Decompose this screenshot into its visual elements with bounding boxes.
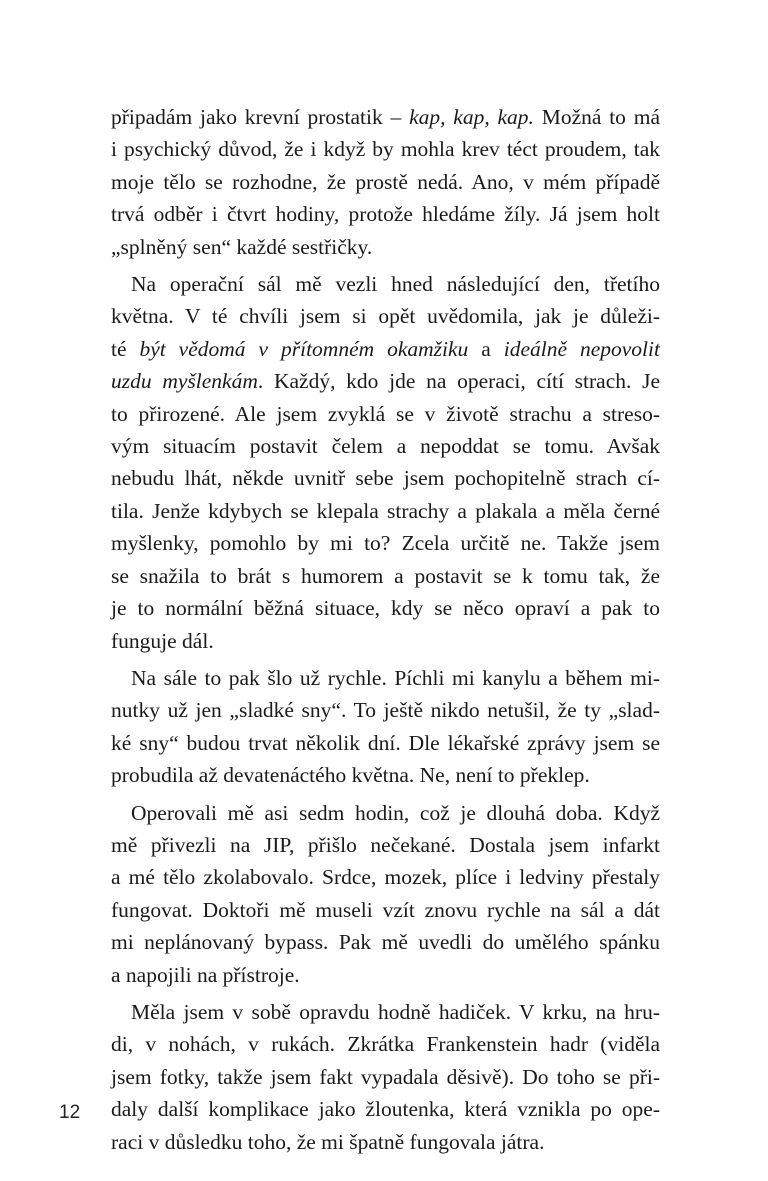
text-line bbox=[111, 1126, 660, 1158]
paragraph bbox=[111, 797, 660, 991]
text-run: probudila až devatenáctého května. Ne, není to překlep. bbox=[111, 763, 590, 788]
text-line bbox=[111, 133, 660, 165]
text-line bbox=[111, 1028, 660, 1060]
text-line bbox=[111, 759, 660, 791]
text-line bbox=[111, 829, 660, 861]
text-run: se snažila to brát s humorem a postavit se k tomu tak, že bbox=[111, 563, 660, 588]
text-line bbox=[111, 926, 660, 958]
text-run: mě přivezli na JIP, přišlo nečekané. Dostala jsem infarkt bbox=[111, 832, 660, 857]
text-line bbox=[111, 495, 660, 527]
text-run: trvá odběr i čtvrt hodiny, protože hledáme žíly. Já jsem holt bbox=[111, 202, 660, 227]
text-line bbox=[111, 198, 660, 230]
text-line bbox=[111, 398, 660, 430]
text-run: ké sny“ budou trvat několik dní. Dle lékařské zprávy jsem se bbox=[111, 730, 660, 755]
text-run: Měla jsem v sobě opravdu hodně hadiček. V krku, na hru- bbox=[131, 999, 660, 1024]
text-run: Možná to má bbox=[533, 105, 660, 129]
text-line bbox=[111, 462, 660, 494]
text-run: Na sále to pak šlo už rychle. Píchli mi kanylu a během mi- bbox=[131, 665, 660, 690]
text-run: fungovat. Doktoři mě museli vzít znovu rychle na sál a dát bbox=[111, 897, 660, 922]
text-line bbox=[111, 625, 660, 657]
text-line bbox=[111, 996, 660, 1028]
text-run: to přirozené. Ale jsem zvyklá se v životě strachu a streso- bbox=[111, 401, 660, 426]
text-run: Operovali mě asi sedm hodin, což je dlouhá doba. Když bbox=[131, 800, 660, 825]
text-line bbox=[111, 430, 660, 462]
text-run: a mé tělo zkolabovalo. Srdce, mozek, plíce i ledviny přestaly bbox=[111, 865, 660, 890]
text-run: mi neplánovaný bypass. Pak mě uvedli do umělého spánku bbox=[111, 930, 660, 955]
text-line bbox=[111, 300, 660, 332]
text-run: připadám jako krevní prostatik – bbox=[111, 105, 410, 129]
text-run: . Každý, kdo jde na operaci, cítí strach. Je bbox=[257, 369, 660, 394]
text-line bbox=[111, 1093, 660, 1125]
text-line bbox=[111, 166, 660, 198]
text-line bbox=[111, 365, 660, 397]
text-line bbox=[111, 560, 660, 592]
text-line bbox=[111, 894, 660, 926]
text-run: „splněný sen“ každé sestřičky. bbox=[111, 234, 373, 259]
page-number: 12 bbox=[59, 1102, 81, 1123]
text-line bbox=[111, 592, 660, 624]
text-run: vým situacím postavit čelem a nepoddat se tomu. Avšak bbox=[111, 434, 660, 459]
text-run: a bbox=[468, 336, 504, 361]
text-run: di, v nohách, v rukách. Zkrátka Frankenstein hadr (viděla bbox=[111, 1032, 660, 1057]
text-run: jsem fotky, takže jsem fakt vypadala děsivě). Do toho se při- bbox=[111, 1064, 660, 1089]
paragraph bbox=[111, 996, 660, 1158]
text-run: Na operační sál mě vezli hned následující den, třetího bbox=[131, 272, 660, 297]
text-line bbox=[111, 727, 660, 759]
text-line bbox=[111, 1061, 660, 1093]
text-line bbox=[111, 797, 660, 829]
text-run: nebudu lhát, někde uvnitř sebe jsem pochopitelně strach cí- bbox=[111, 466, 660, 491]
text-run: funguje dál. bbox=[111, 628, 214, 653]
text-line bbox=[111, 959, 660, 991]
text-run: i psychický důvod, že i když by mohla krev téct proudem, tak bbox=[111, 137, 660, 162]
text-line bbox=[111, 231, 660, 263]
text-line bbox=[111, 527, 660, 559]
italic-run: uzdu myšlenkám bbox=[111, 369, 258, 394]
text-run: tila. Jenže kdybych se klepala strachy a plakala a měla černé bbox=[111, 498, 660, 523]
paragraph bbox=[111, 101, 660, 263]
text-run: myšlenky, pomohlo by mi to? Zcela určitě ne. Takže jsem bbox=[111, 531, 660, 556]
paragraph bbox=[111, 268, 660, 657]
italic-run: ideálně nepovolit bbox=[503, 336, 660, 361]
text-run: moje tělo se rozhodne, že prostě nedá. Ano, v mém případě bbox=[111, 169, 660, 194]
text-run: té bbox=[111, 336, 140, 361]
text-line bbox=[111, 694, 660, 726]
text-run: května. V té chvíli jsem si opět uvědomila, jak je důleži- bbox=[111, 304, 660, 329]
text-run: je to normální běžná situace, kdy se něco opraví a pak to bbox=[111, 596, 660, 621]
text-run: nutky už jen „sladké sny“. To ještě nikdo netušil, že ty „slad- bbox=[111, 698, 660, 723]
text-line bbox=[111, 268, 660, 300]
text-line bbox=[111, 333, 660, 365]
text-line bbox=[111, 101, 660, 133]
paragraph bbox=[111, 662, 660, 792]
text-line bbox=[111, 662, 660, 694]
text-run: a napojili na přístroje. bbox=[111, 962, 300, 987]
text-run: raci v důsledku toho, že mi špatně fungovala játra. bbox=[111, 1129, 545, 1154]
italic-run: být vědomá v přítomném okamžiku bbox=[139, 336, 469, 361]
text-line bbox=[111, 861, 660, 893]
body-text bbox=[111, 101, 660, 1163]
italic-run: kap, kap, kap. bbox=[409, 105, 534, 129]
text-run: daly další komplikace jako žloutenka, která vznikla po ope- bbox=[111, 1097, 660, 1122]
